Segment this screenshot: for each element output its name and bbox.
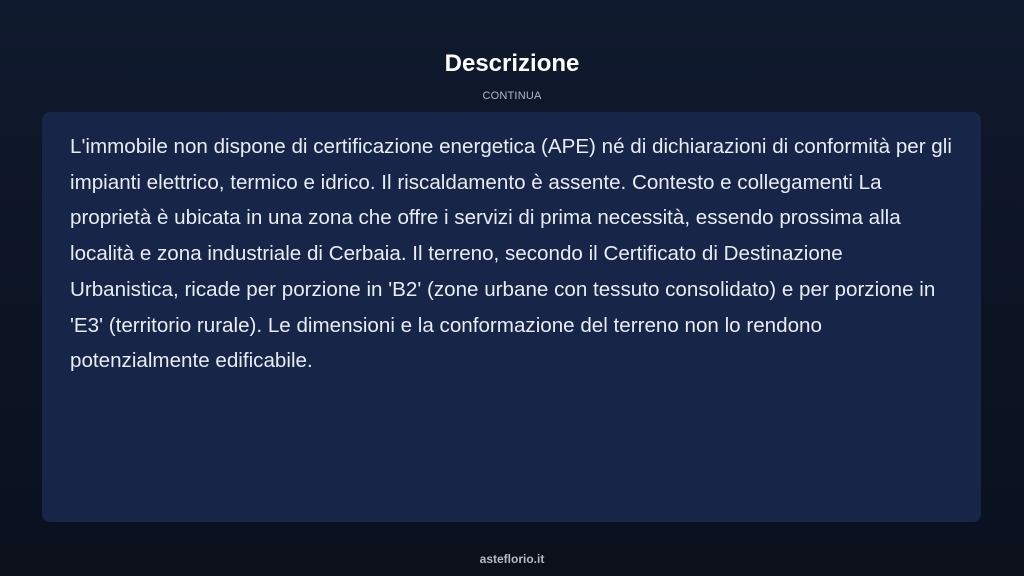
page-title: Descrizione [444,50,580,77]
page-subtitle: CONTINUA [482,90,542,102]
footer-site-name: asteflorio.it [479,552,545,566]
description-text: L'immobile non dispone di certificazione energetica (APE) né di dichiarazioni di conformità per gli impianti elettrico, termico e idrico. Il riscaldamento è assente. Contesto e collegamenti La proprietà è ubicata in una zona che offre i servizi di prima necessità, essendo prossima alla località e zona industriale di Cerbaia. Il terreno, secondo il Certificato di Destinazione Urbanistica, ricade per porzione in 'B2' (zone urbane con tessuto consolidato) e per porzione in 'E3' (territorio rurale). Le dimensioni e la conformazione del terreno non lo rendono potenzialmente edificabile. [70,135,952,373]
description-card [42,112,981,522]
